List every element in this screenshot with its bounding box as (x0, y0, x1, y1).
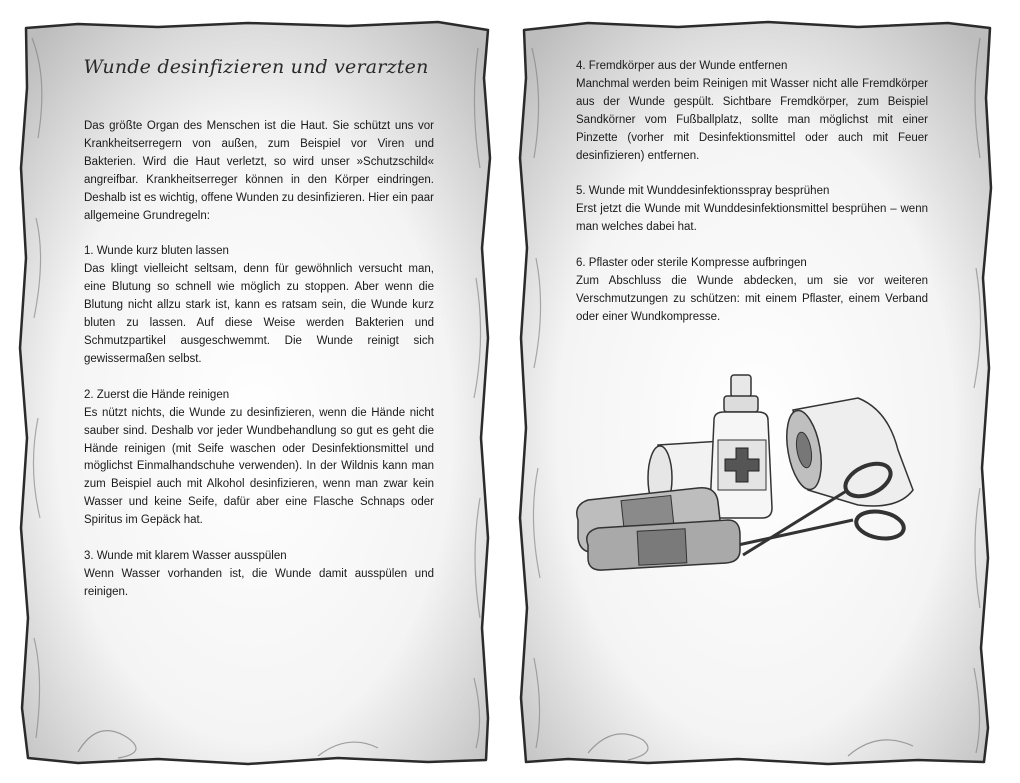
left-page-text (84, 118, 434, 602)
section-body: Manchmal werden beim Reinigen mit Wasser nicht alle Fremdkörper aus der Wunde gespült. Sichtbare Fremdkörper, zum Beispiel Sandkörner vom Fußballplatz, sollte man möglichst mit einer Pinzette (vorher mit Desinfektionsmittel oder auch mit Feuer desinfizieren) entfernen. (576, 77, 928, 162)
intro-paragraph: Das größte Organ des Menschen ist die Haut. Sie schützt uns vor Krankheitserregern von außen, zum Beispiel vor Viren und Bakterien. Wird die Haut verletzt, so wird unser »Schutzschild« angreifbar. Krankheitserreger können in den Körper eindringen. Deshalb ist es wichtig, offene Wunden zu desinfizieren. Hier ein paar allgemeine Grundregeln: (84, 120, 434, 222)
section-body: Das klingt vielleicht seltsam, denn für gewöhnlich versucht man, eine Blutung so schnell wie möglich zu stoppen. Aber wenn die Blutung nicht allzu stark ist, kann es ratsam sein, die Wunde kurz bluten zu lassen. Auf diese Weise werden Bakterien und Schmutzpartikel ausgeschwemmt. Die Wunde reinigt sich gewissermaßen selbst. (84, 263, 434, 365)
plaster-strips-icon (577, 488, 740, 570)
section-body: Es nützt nichts, die Wunde zu desinfizieren, wenn die Hände nicht sauber sind. Deshalb vor jeder Wundbehandlung so gut es geht die Hände reinigen (mit Seife waschen oder Desinfektionsmittel und möglichst Einmalhandschuhe verwenden). In der Wildnis kann man zum Beispiel auch mit Alkohol desinfizieren, wenn man zwar kein Wasser und keine Seife, dafür aber eine Flasche Schnaps oder Spiritus im Gepäck hat. (84, 406, 434, 527)
section-heading: 5. Wunde mit Wunddesinfektionsspray besprühen (576, 185, 830, 198)
section-5 (576, 183, 928, 237)
section-heading: 2. Zuerst die Hände reinigen (84, 388, 230, 401)
section-body: Zum Abschluss die Wunde abdecken, um sie vor weiteren Verschmutzungen zu schützen: mit einem Pflaster, einem Verband oder einer Wundkompresse. (576, 275, 928, 323)
section-heading: 1. Wunde kurz bluten lassen (84, 245, 229, 258)
section-3 (84, 548, 434, 602)
right-page (518, 18, 994, 766)
section-heading: 6. Pflaster oder sterile Kompresse aufbringen (576, 257, 807, 270)
section-heading: 3. Wunde mit klarem Wasser ausspülen (84, 550, 287, 563)
disinfectant-spray-icon (710, 375, 772, 518)
right-page-text (576, 58, 928, 327)
left-page (18, 18, 494, 766)
section-body: Wenn Wasser vorhanden ist, die Wunde damit ausspülen und reinigen. (84, 567, 434, 598)
page-title: Wunde desinfizieren und verarzten (83, 56, 429, 78)
section-2 (84, 387, 434, 530)
section-heading: 4. Fremdkörper aus der Wunde entfernen (576, 60, 788, 72)
section-1 (84, 243, 434, 368)
first-aid-kit-illustration (568, 370, 938, 590)
section-6 (576, 255, 928, 327)
section-body: Erst jetzt die Wunde mit Wunddesinfektionsmittel besprühen – wenn man welches dabei hat. (576, 203, 928, 234)
section-4 (576, 58, 928, 165)
